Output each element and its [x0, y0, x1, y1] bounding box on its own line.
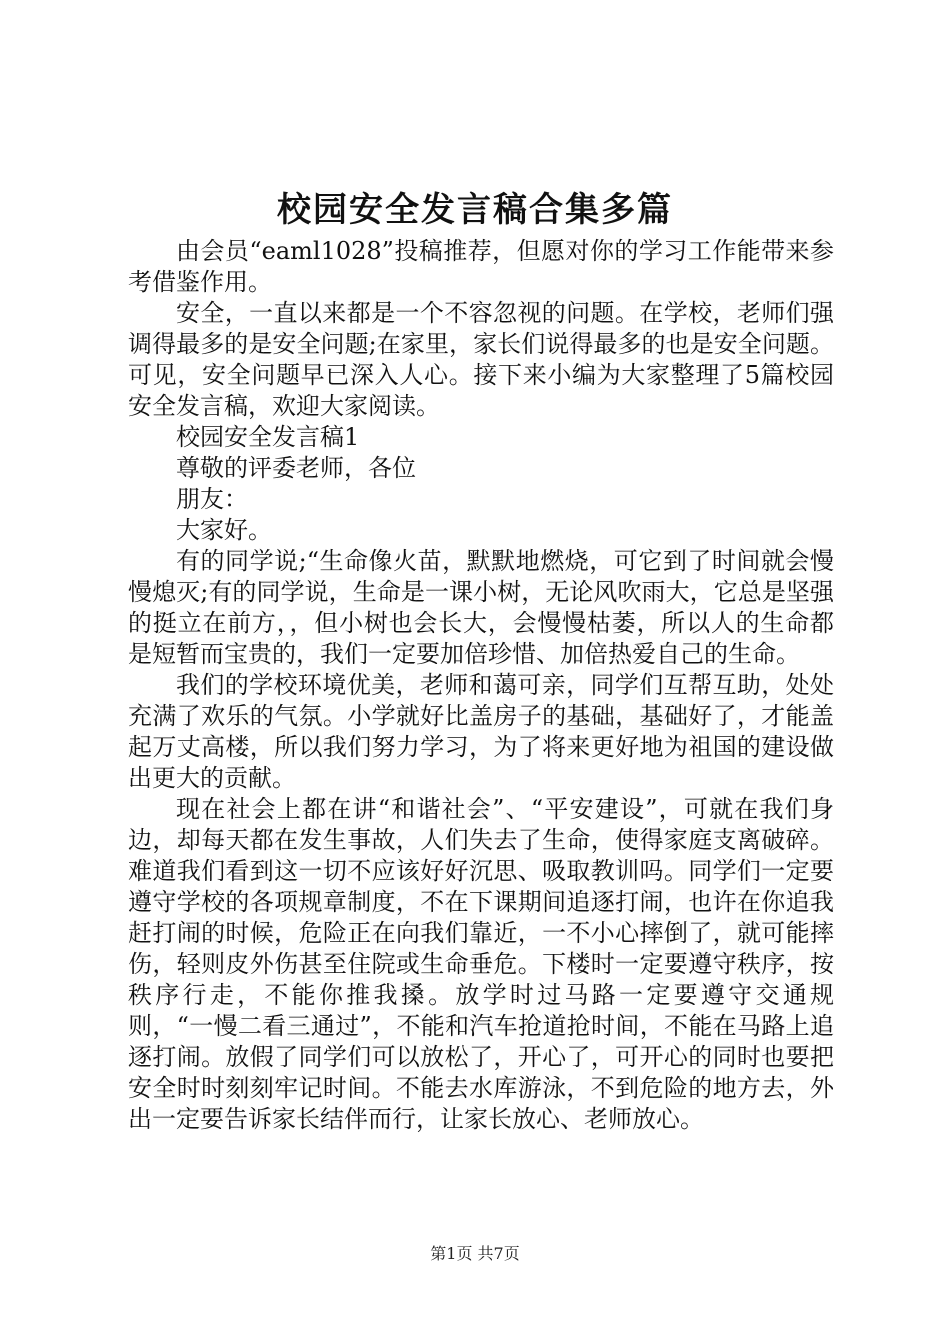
- document-title: 校园安全发言稿合集多篇: [277, 190, 673, 230]
- paragraph-life: 有的同学说;“生命像火苗，默默地燃烧，可它到了时间就会慢慢熄灭;有的同学说，生命是一课小树，无论风吹雨大，它总是坚强的挺立在前方，，但小树也会长大，会慢慢枯萎，所以人的生命都是短暂而宝贵的，我们一定要加倍珍惜、加倍热爱自己的生命。: [128, 547, 834, 668]
- salutation-line: 尊敬的评委老师，各位: [176, 454, 416, 482]
- paragraph-rules: 现在社会上都在讲“和谐社会”、“平安建设”，可就在我们身边，却每天都在发生事故，人们失去了生命，使得家庭支离破碎。难道我们看到这一切不应该好好沉思、吸取教训吗。同学们一定要遵守学校的各项规章制度，不在下课期间追逐打闹，也许在你追我赶打闹的时候，危险正在向我们靠近，一不小心摔倒了，就可能摔伤，轻则皮外伤甚至住院或生命垂危。下楼时一定要遵守秩序，按秩序行走，不能你推我搡。放学时过马路一定要遵守交通规则，“一慢二看三通过”，不能和汽车抢道抢时间，不能在马路上追逐打闹。放假了同学们可以放松了，开心了，可开心的同时也要把安全时时刻刻牢记时间。不能去水库游泳，不到危险的地方去，外出一定要告诉家长结伴而行，让家长放心、老师放心。: [128, 795, 834, 1133]
- salutation-continuation: 朋友：: [176, 485, 248, 513]
- greeting: 大家好。: [176, 516, 272, 544]
- paragraph-intro: 由会员“eaml1028”投稿推荐，但愿对你的学习工作能带来参考借鉴作用。: [128, 237, 834, 296]
- paragraph-safety-overview: 安全，一直以来都是一个不容忽视的问题。在学校，老师们强调得最多的是安全问题;在家里，家长们说得最多的也是安全问题。可见，安全问题早已深入人心。接下来小编为大家整理了5篇校园安全发言稿，欢迎大家阅读。: [128, 299, 834, 420]
- section-heading: 校园安全发言稿1: [176, 423, 360, 451]
- page-footer: 第1页 共7页: [430, 1244, 520, 1263]
- paragraph-school: 我们的学校环境优美，老师和蔼可亲，同学们互帮互助，处处充满了欢乐的气氛。小学就好比盖房子的基础，基础好了，才能盖起万丈高楼，所以我们努力学习，为了将来更好地为祖国的建设做出更大的贡献。: [128, 671, 834, 792]
- document-body: [128, 236, 834, 1135]
